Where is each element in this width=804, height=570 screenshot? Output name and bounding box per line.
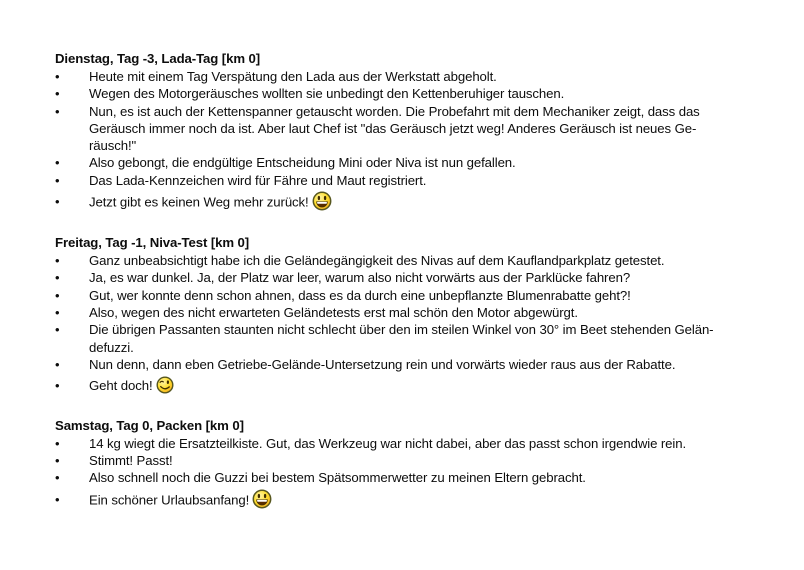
list-item	[55, 304, 774, 321]
grinning-smiley-icon	[312, 191, 332, 211]
list-item	[55, 287, 774, 304]
bullet-marker: •	[55, 253, 60, 269]
list-item	[55, 252, 774, 269]
diary-section-dienstag	[55, 50, 774, 213]
item-line: Also gebongt, die endgültige Entscheidung Mini oder Niva ist nun gefallen.	[89, 155, 516, 171]
item-line: Nun, es ist auch der Kettenspanner getauscht worden. Die Probefahrt mit dem Mechaniker zeigt, dass das	[89, 103, 700, 119]
item-line	[89, 491, 774, 511]
bullet-marker: •	[55, 172, 60, 188]
item-line: 14 kg wiegt die Ersatzteilkiste. Gut, das Werkzeug war nicht dabei, aber das passt schon irgendwie rein.	[89, 435, 687, 451]
list-item	[55, 193, 774, 213]
bullet-marker: •	[55, 452, 60, 468]
item-line: Heute mit einem Tag Verspätung den Lada aus der Werkstatt abgeholt.	[89, 69, 497, 84]
item-line	[89, 193, 774, 213]
diary-section-samstag	[55, 417, 774, 511]
section-heading: Dienstag, Tag -3, Lada-Tag [km 0]	[55, 51, 261, 66]
bullet-marker: •	[55, 304, 60, 320]
item-line: Stimmt! Passt!	[89, 452, 173, 468]
item-line: Ja, es war dunkel. Ja, der Platz war leer, warum also nicht vorwärts aus der Parklücke fahren?	[89, 270, 631, 286]
list-item	[55, 172, 774, 189]
item-line: Die übrigen Passanten staunten nicht schlecht über den im steilen Winkel von 30° im Beet stehenden Gelän-	[89, 322, 714, 338]
bullet-list	[55, 435, 774, 511]
item-line: Ganz unbeabsichtigt habe ich die Geländegängigkeit des Nivas auf dem Kauflandparkplatz getestet.	[89, 253, 665, 269]
bullet-marker: •	[55, 103, 60, 119]
bullet-marker: •	[55, 86, 60, 102]
list-item	[55, 68, 774, 85]
list-item	[55, 269, 774, 286]
bullet-list	[55, 68, 774, 213]
list-item	[55, 85, 774, 102]
grinning-smiley-icon	[252, 489, 272, 509]
bullet-marker: •	[55, 270, 60, 286]
list-item	[55, 435, 774, 452]
list-item	[55, 356, 774, 373]
item-line-text: Jetzt gibt es keinen Weg mehr zurück!	[89, 194, 309, 210]
item-line: Nun denn, dann eben Getriebe-Gelände-Untersetzung rein und vorwärts wieder raus aus der Rabatte.	[89, 356, 676, 372]
winking-smiley-icon	[156, 376, 174, 394]
bullet-marker: •	[55, 287, 60, 303]
bullet-marker: •	[55, 470, 60, 486]
bullet-marker: •	[55, 435, 60, 451]
item-line: Also, wegen des nicht erwarteten Geländetests erst mal schön den Motor abgewürgt.	[89, 304, 578, 320]
list-item	[55, 103, 774, 155]
item-line: Gut, wer konnte denn schon ahnen, dass es da durch eine unbepflanzte Blumenrabatte geht?!	[89, 287, 631, 303]
bullet-marker: •	[55, 194, 60, 210]
list-item	[55, 154, 774, 171]
item-line: Geräusch immer noch da ist. Aber laut Chef ist "das Geräusch jetzt weg! Anderes Geräusch ist neues Ge-	[89, 120, 697, 136]
item-line-text: Ein schöner Urlaubsanfang!	[89, 492, 250, 508]
list-item	[55, 452, 774, 469]
section-heading: Freitag, Tag -1, Niva-Test [km 0]	[55, 235, 250, 251]
bullet-marker: •	[55, 69, 60, 84]
list-item	[55, 377, 774, 396]
bullet-marker: •	[55, 322, 60, 338]
item-line: defuzzi.	[89, 339, 134, 355]
list-item	[55, 321, 774, 356]
list-item	[55, 491, 774, 511]
item-line-text: Geht doch!	[89, 378, 153, 394]
bullet-list	[55, 252, 774, 396]
item-line: Wegen des Motorgeräusches wollten sie unbedingt den Kettenberuhiger tauschen.	[89, 86, 565, 102]
item-line	[89, 377, 774, 396]
list-item	[55, 469, 774, 486]
item-line: räusch!"	[89, 138, 137, 154]
bullet-marker: •	[55, 356, 60, 372]
diary-section-freitag	[55, 234, 774, 396]
bullet-marker: •	[55, 491, 60, 507]
item-line: Also schnell noch die Guzzi bei bestem Spätsommerwetter zu meinen Eltern gebracht.	[89, 470, 586, 486]
section-heading: Samstag, Tag 0, Packen [km 0]	[55, 417, 244, 433]
bullet-marker: •	[55, 378, 60, 394]
bullet-marker: •	[55, 155, 60, 171]
item-line: Das Lada-Kennzeichen wird für Fähre und Maut registriert.	[89, 172, 427, 188]
